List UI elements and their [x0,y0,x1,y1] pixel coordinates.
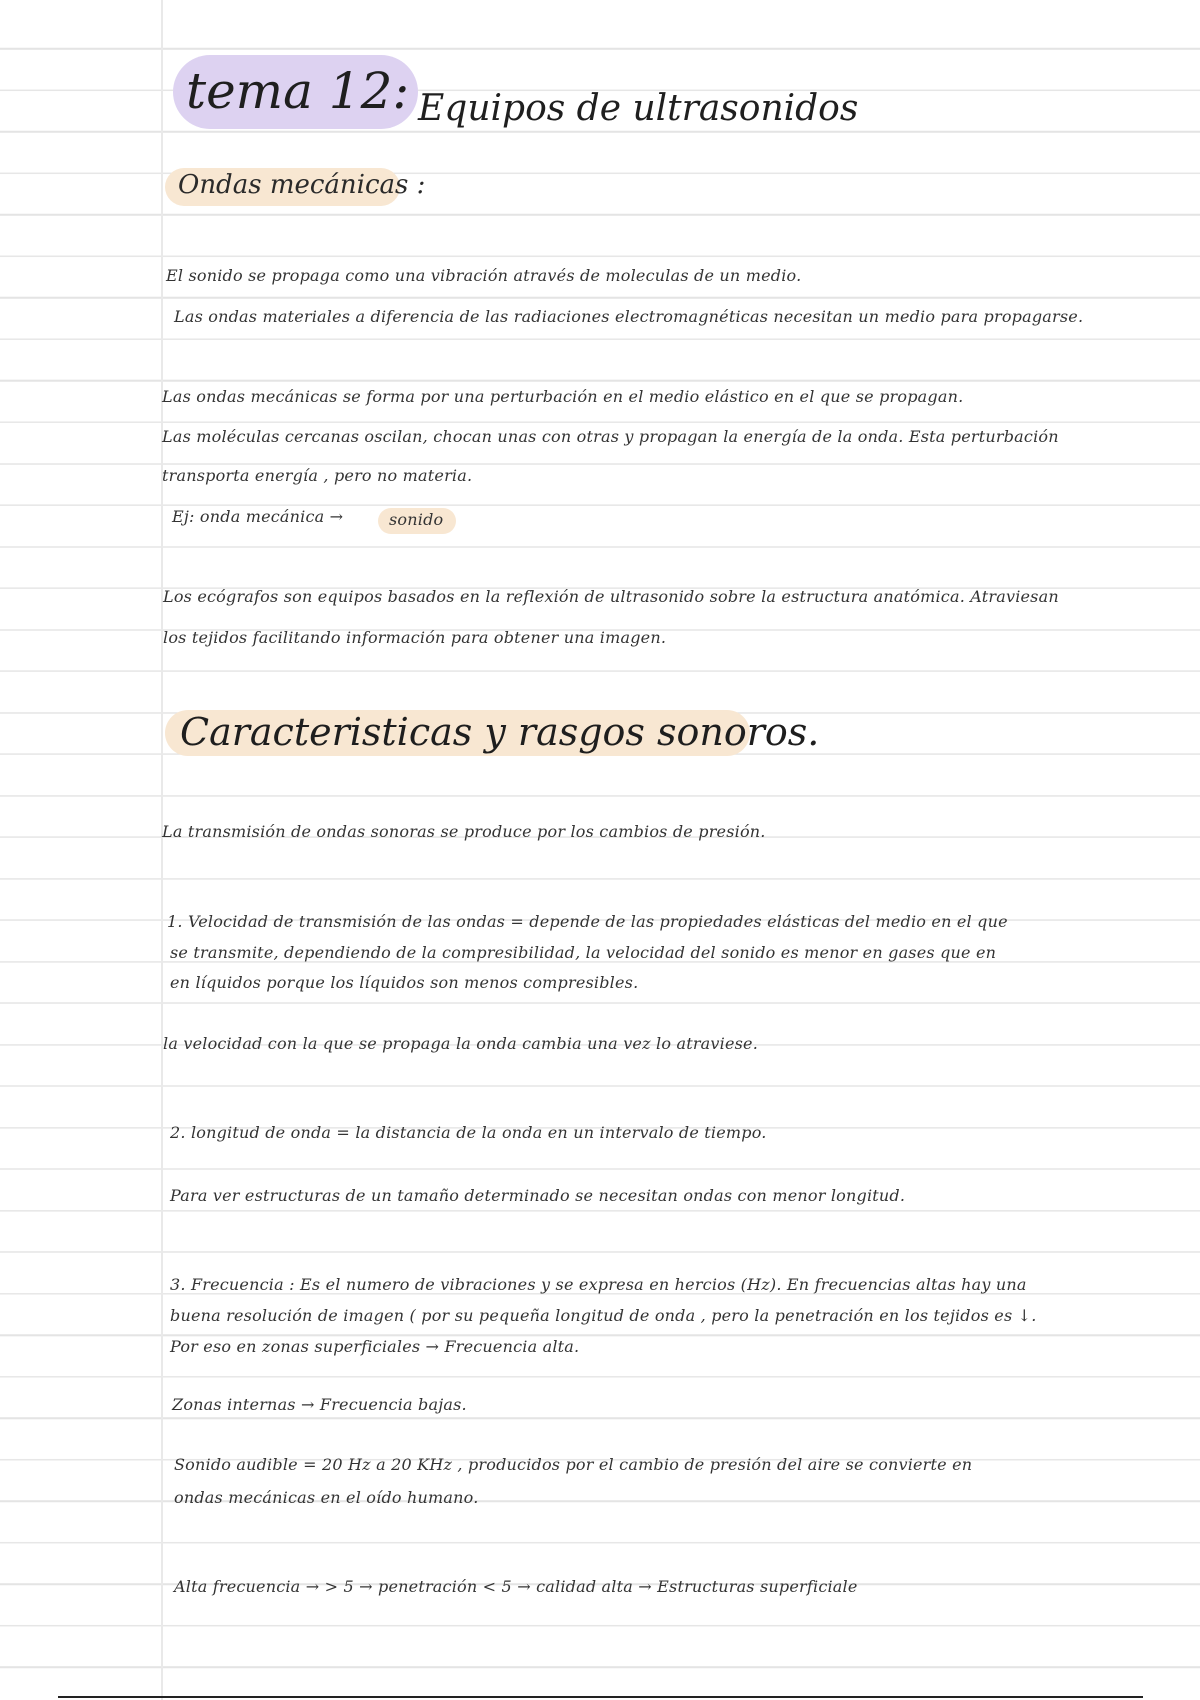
page-bottom-rule [58,1696,1143,1698]
section2-line: buena resolución de imagen ( por su pequeña longitud de onda , pero la penetración en los tejidos es ↓. [170,1306,1037,1325]
section2-heading: Caracteristicas y rasgos sonoros. [180,710,820,754]
section2-line: Zonas internas → Frecuencia bajas. [172,1395,467,1414]
section1-line: Las ondas materiales a diferencia de las radiaciones electromagnéticas necesitan un medio para propagarse. [174,307,1084,326]
title-text: Equipos de ultrasonidos [418,88,859,129]
section2-line: se transmite, dependiendo de la compresibilidad, la velocidad del sonido es menor en gases que en [170,943,997,962]
section2-line: en líquidos porque los líquidos son menos compresibles. [170,973,639,992]
section1-line: los tejidos facilitando información para obtener una imagen. [163,628,667,647]
section1-line: Las ondas mecánicas se forma por una perturbación en el medio elástico en el que se propagan. [162,387,964,406]
section1-line: Los ecógrafos son equipos basados en la reflexión de ultrasonido sobre la estructura anatómica. Atraviesan [163,587,1059,606]
section1-line: transporta energía , pero no materia. [162,466,473,485]
section2-line: Para ver estructuras de un tamaño determinado se necesitan ondas con menor longitud. [170,1186,906,1205]
section2-line: Por eso en zonas superficiales → Frecuencia alta. [170,1337,580,1356]
section2-line: Alta frecuencia → > 5 → penetración < 5 → calidad alta → Estructuras superficiale [174,1577,858,1596]
section2-line: la velocidad con la que se propaga la onda cambia una vez lo atraviese. [163,1034,758,1053]
section2-line: ondas mecánicas en el oído humano. [174,1488,479,1507]
example-label: Ej: onda mecánica → [172,507,344,526]
title-number: tema 12: [186,62,410,120]
section1-line: El sonido se propaga como una vibración através de moleculas de un medio. [166,266,802,285]
section2-line: 2. longitud de onda = la distancia de la onda en un intervalo de tiempo. [170,1123,767,1142]
section2-line: 3. Frecuencia : Es el numero de vibraciones y se expresa en hercios (Hz). En frecuencias altas hay una [170,1275,1027,1294]
section2-line: 1. Velocidad de transmisión de las ondas = depende de las propiedades elásticas del medio en el que [167,912,1008,931]
section1-line: Las moléculas cercanas oscilan, chocan unas con otras y propagan la energía de la onda. Esta perturbación [162,427,1059,446]
section2-line: Sonido audible = 20 Hz a 20 KHz , producidos por el cambio de presión del aire se convierte en [174,1455,973,1474]
section1-heading: Ondas mecánicas : [178,170,426,200]
example-sonido: sonido [389,510,444,529]
section2-line: La transmisión de ondas sonoras se produce por los cambios de presión. [162,822,766,841]
margin-line [161,0,163,1700]
